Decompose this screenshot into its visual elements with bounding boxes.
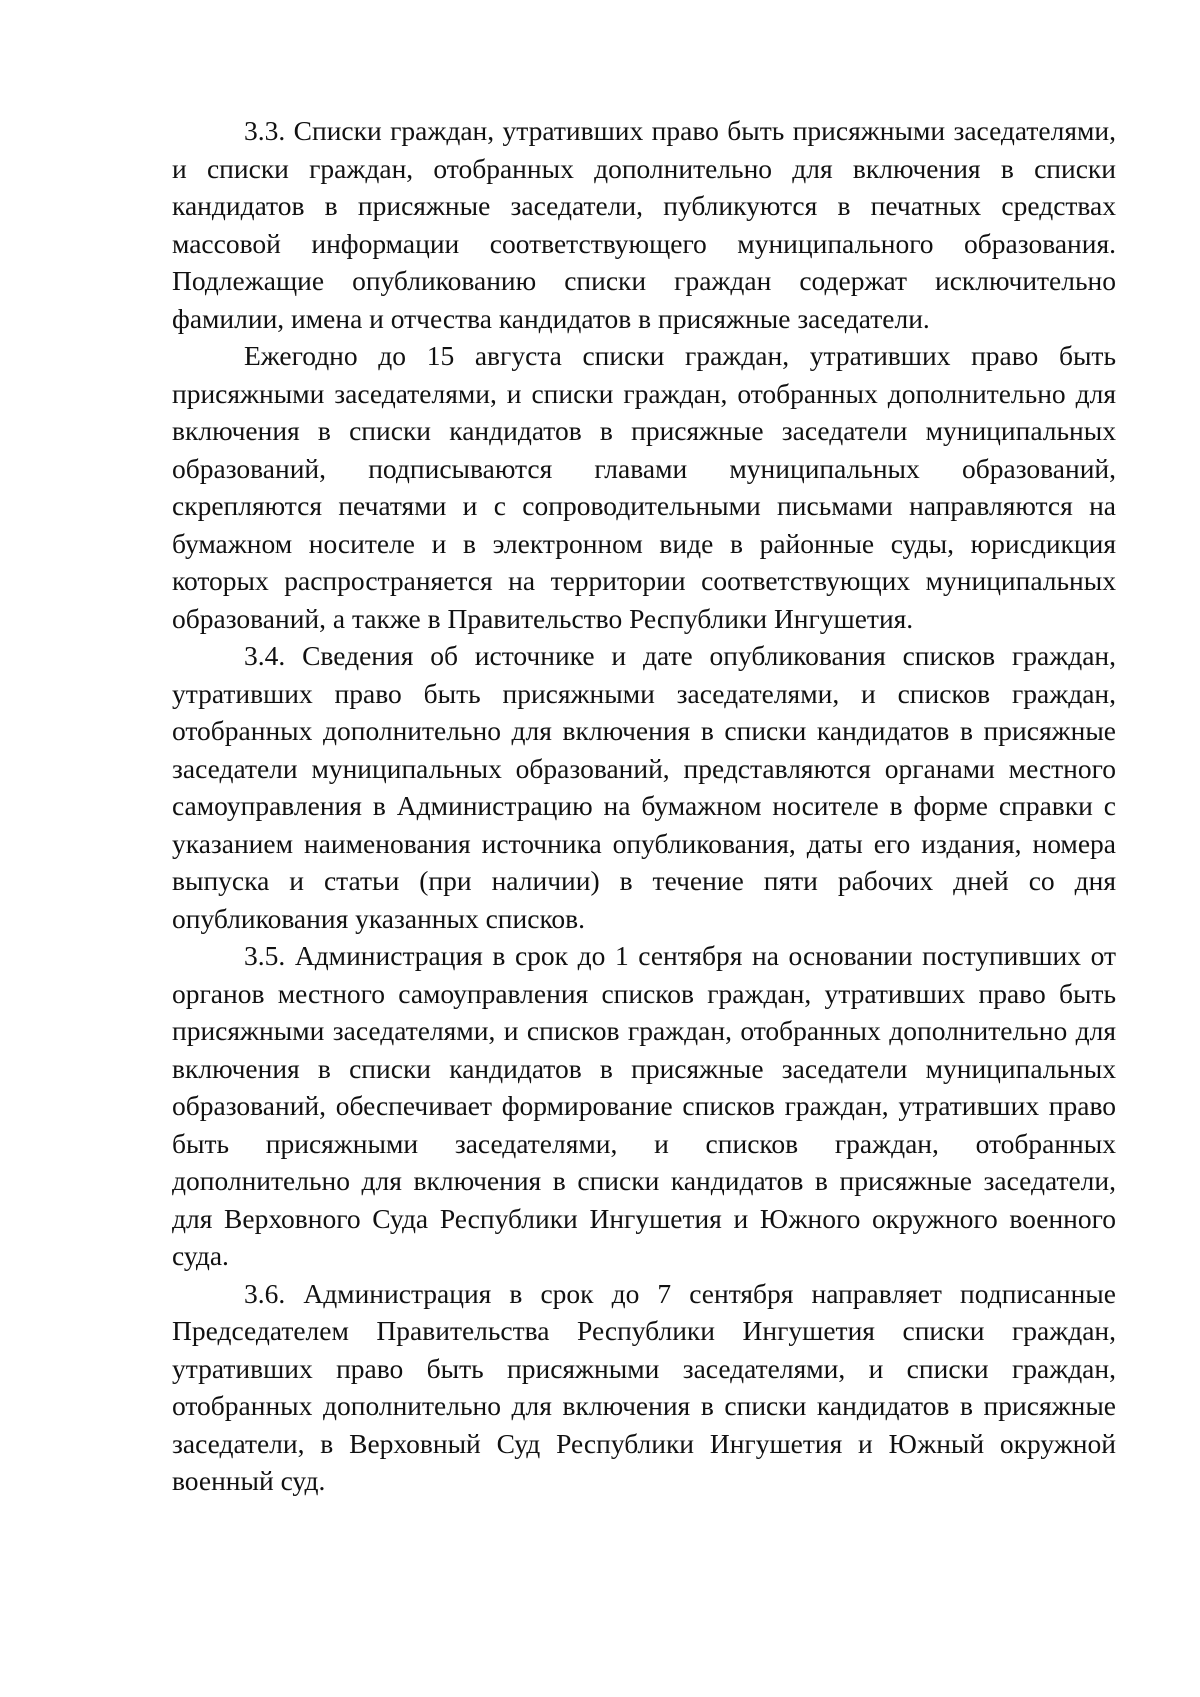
paragraph-3-6: 3.6. Администрация в срок до 7 сентября направляет подписанные Председателем Правительства Республики Ингушетия списки граждан, утративших право быть присяжными заседателями, и списки граждан, отобранных дополнительно для включения в списки кандидатов в присяжные заседатели, в Верховный Суд Республики Ингушетия и Южный окружной военный суд.: [172, 1277, 1116, 1496]
paragraph-3-3: 3.3. Списки граждан, утративших право быть присяжными заседателями, и списки граждан, отобранных дополнительно для включения в списки кандидатов в присяжные заседатели, публикуются в печатных средствах массовой информации соответствующего муниципального образования. Подлежащие опубликованию списки граждан содержат исключительно фамилии, имена и отчества кандидатов в присяжные заседатели.: [172, 115, 1116, 334]
paragraph-annual-lists: Ежегодно до 15 августа списки граждан, утративших право быть присяжными заседателями, и списки граждан, отобранных дополнительно для включения в списки кандидатов в присяжные заседатели муниципальных образований, подписываются главами муниципальных образований, скрепляются печатями и с сопроводительными письмами направляются на бумажном носителе и в электронном виде в районные суды, юрисдикция которых распространяется на территории соответствующих муниципальных образований, а также в Правительство Республики Ингушетия.: [172, 340, 1116, 634]
paragraph-3-5: 3.5. Администрация в срок до 1 сентября на основании поступивших от органов местного самоуправления списков граждан, утративших право быть присяжными заседателями, и списков граждан, отобранных дополнительно для включения в списки кандидатов в присяжные заседатели муниципальных образований, обеспечивает формирование списков граждан, утративших право быть присяжными заседателями, и списков граждан, отобранных дополнительно для включения в списки кандидатов в присяжные заседатели, для Верховного Суда Республики Ингушетия и Южного окружного военного суда.: [172, 940, 1116, 1271]
document-page: [172, 112, 1116, 1500]
paragraph-3-4: 3.4. Сведения об источнике и дате опубликования списков граждан, утративших право быть присяжными заседателями, и списков граждан, отобранных дополнительно для включения в списки кандидатов в присяжные заседатели муниципальных образований, представляются органами местного самоуправления в Администрацию на бумажном носителе в форме справки с указанием наименования источника опубликования, даты его издания, номера выпуска и статьи (при наличии) в течение пяти рабочих дней со дня опубликования указанных списков.: [172, 640, 1116, 934]
